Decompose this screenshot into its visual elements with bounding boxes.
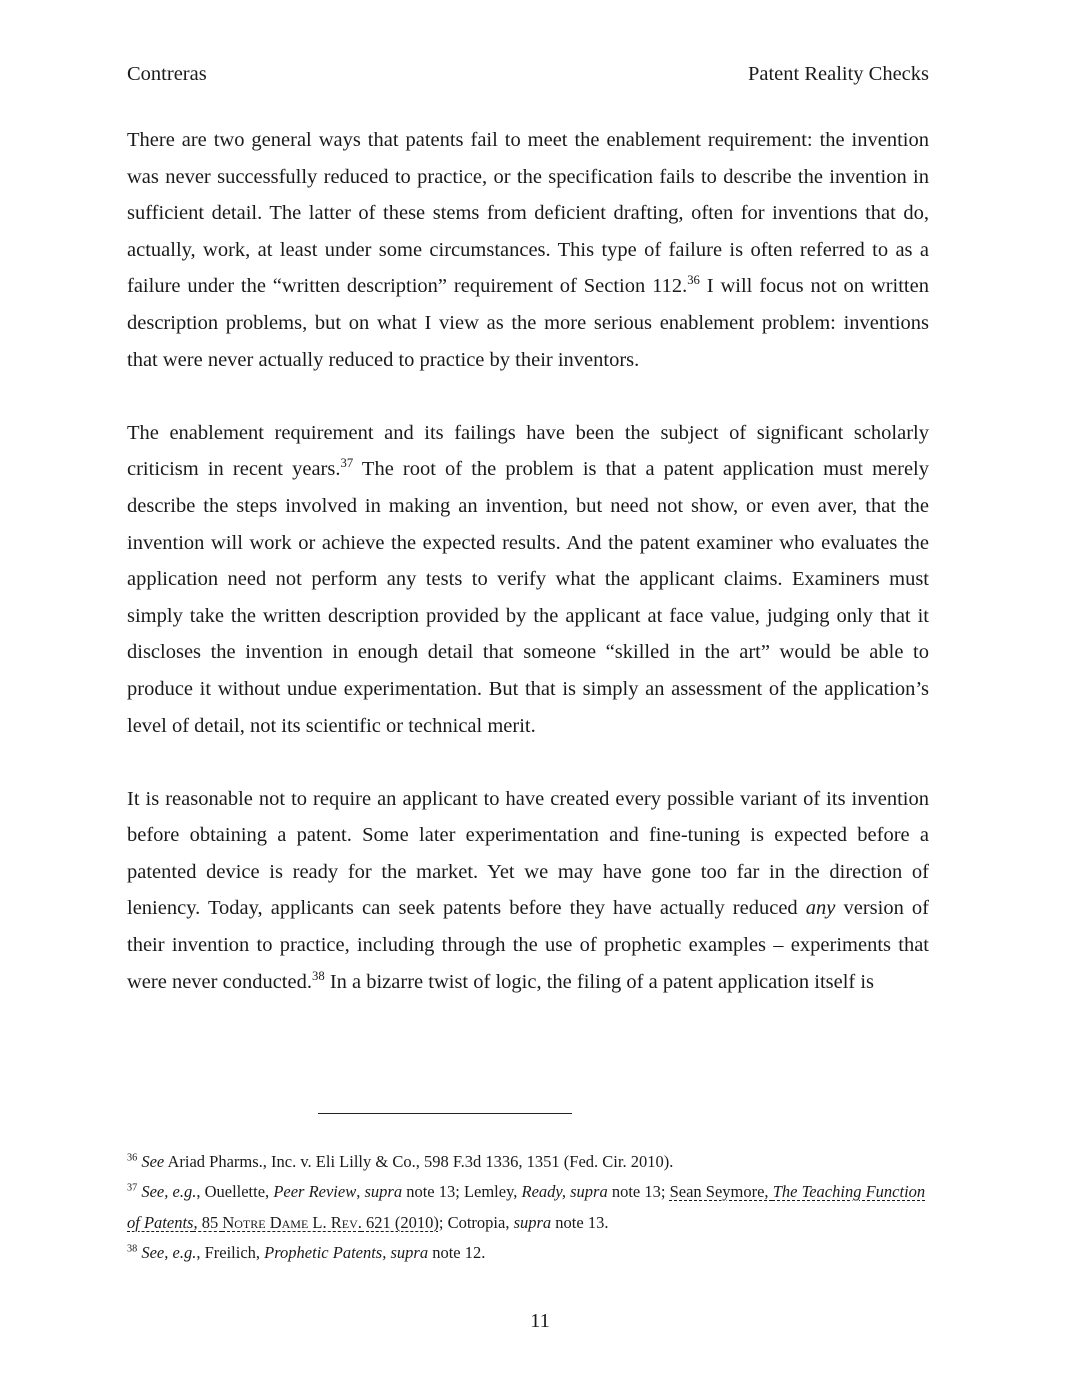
paragraph-text: The enablement requirement and its failings have been the subject of significant scholarly criticism in recent years. bbox=[127, 421, 929, 481]
footnote-ref[interactable]: 37 bbox=[340, 456, 354, 471]
footnote-number: 38 bbox=[127, 1243, 138, 1255]
header-author: Contreras bbox=[127, 63, 207, 85]
footnote-ref[interactable]: 36 bbox=[687, 273, 700, 288]
paragraph-text: There are two general ways that patents fail to meet the enablement requirement: the invention was never successfully reduced to practice, or the specification fails to describe the invention in sufficient detail. The latter of these stems from deficient drafting, often for inventions that do, actually, work, at least under some circumstances. This type of failure is often referred to as a failure under the “written description” requirement of Section 112. bbox=[127, 129, 929, 298]
paragraph-text: It is reasonable not to require an applicant to have created every possible variant of its invention before obtaining a patent. Some later experimentation and fine-tuning is expected before a patented device is ready for the market. Yet we may have gone too far in the direction of leniency. Today, applicants can seek patents before they have actually reduced bbox=[127, 787, 929, 920]
body-text bbox=[127, 122, 929, 1037]
paragraph-text: version of their invention to practice, including through the use of prophetic examples – experiments that were never conducted. bbox=[127, 897, 929, 993]
footnote-number: 36 bbox=[127, 1152, 138, 1164]
link-text: , 85 bbox=[193, 1212, 223, 1232]
citation-title: Ready, supra bbox=[521, 1182, 608, 1202]
citation-title: Prophetic Patents, supra bbox=[264, 1242, 429, 1262]
paragraph bbox=[127, 781, 929, 1001]
link-title: The Teaching Function of Patents bbox=[127, 1182, 926, 1232]
paragraph-text: I will focus not on written description problems, but on what I view as the more serious enablement problem: inventions that were never actually reduced to practice by their inventors. bbox=[127, 275, 929, 371]
signal: See, e.g. bbox=[141, 1182, 197, 1202]
footnote-38 bbox=[127, 1238, 930, 1268]
footnote-text: , Freilich, bbox=[196, 1242, 265, 1262]
footnote-text: note 13; Lemley, bbox=[402, 1182, 522, 1202]
footnote-number: 37 bbox=[127, 1182, 138, 1194]
footnote-text: , Ouellette, bbox=[196, 1182, 274, 1202]
link-author: Sean Seymore, bbox=[669, 1182, 773, 1202]
paragraph-text: In a bizarre twist of logic, the filing of a patent application itself is bbox=[324, 970, 875, 993]
footnote-ref[interactable]: 38 bbox=[311, 968, 325, 983]
footnote-text: , bbox=[356, 1182, 365, 1202]
footnote-text: note 12. bbox=[428, 1242, 486, 1262]
footnote-text: note 13; bbox=[607, 1182, 670, 1202]
supra: supra bbox=[364, 1182, 403, 1202]
paragraph bbox=[127, 122, 929, 378]
link-text: 621 (2010) bbox=[361, 1212, 439, 1232]
signal: See bbox=[141, 1152, 165, 1171]
paragraph-text: The root of the problem is that a patent application must merely describe the steps involved in making an invention, but need not show, or even aver, that the invention will work or achieve the expected results. And the patent examiner who evaluates the application need not perform any tests to verify what the applicant claims. Examiners must simply take the written description provided by the applicant at face value, judging only that it discloses the invention in enough detail that someone “skilled in the art” would be able to produce it without undue experimentation. But that is simply an assessment of the application’s level of detail, not its scientific or technical merit. bbox=[127, 458, 929, 737]
footnote-text: ; Cotropia, bbox=[438, 1212, 514, 1232]
footnote-37 bbox=[127, 1177, 930, 1238]
footnote-text: note 13. bbox=[551, 1212, 609, 1232]
citation-title: Peer Review bbox=[273, 1182, 357, 1202]
footnote-separator bbox=[318, 1113, 572, 1114]
running-header bbox=[127, 63, 929, 91]
footnote-36 bbox=[127, 1147, 930, 1177]
footnote-text: Ariad Pharms., Inc. v. Eli Lilly & Co., 598 F.3d 1336, 1351 (Fed. Cir. 2010). bbox=[164, 1152, 674, 1171]
emphasis: any bbox=[805, 897, 836, 920]
header-title: Patent Reality Checks bbox=[747, 63, 929, 85]
signal: See, e.g. bbox=[141, 1242, 197, 1262]
journal-name: Notre Dame L. Rev. bbox=[222, 1212, 362, 1232]
footnotes bbox=[127, 1147, 930, 1268]
page-number: 11 bbox=[530, 1310, 550, 1332]
paragraph bbox=[127, 415, 929, 744]
supra: supra bbox=[513, 1212, 552, 1232]
